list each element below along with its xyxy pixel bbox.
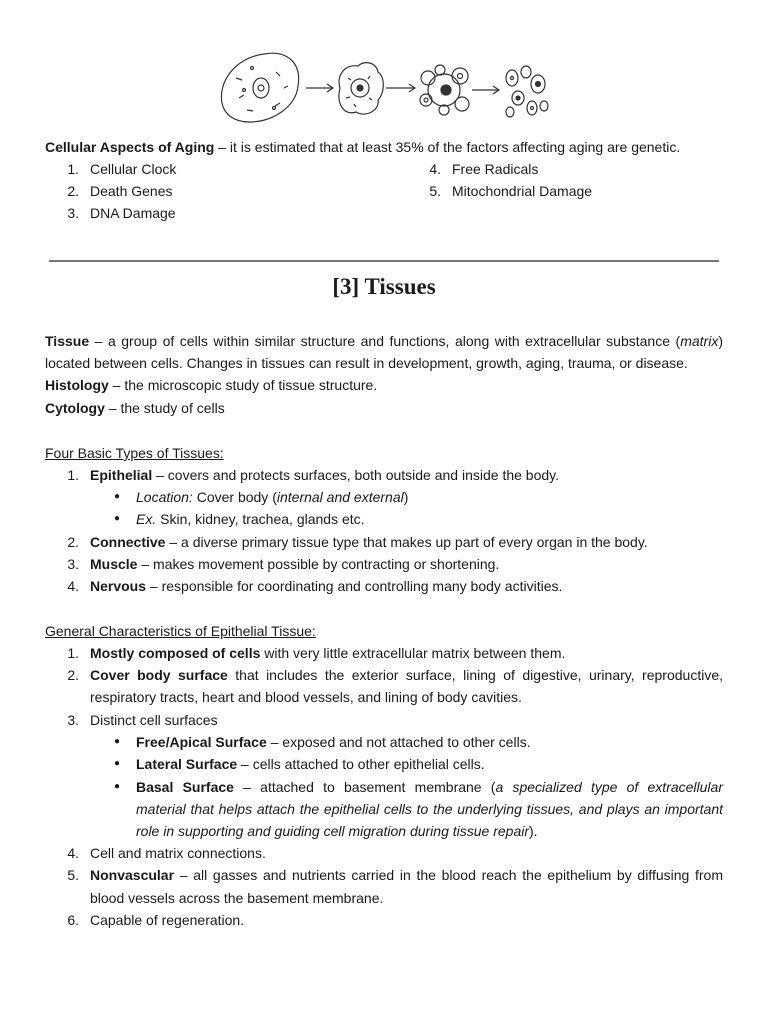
item-term: Mostly composed of cells <box>90 645 261 661</box>
cytology-definition <box>45 399 225 417</box>
bullet-icon: ● <box>114 736 121 747</box>
matrix-term: matrix <box>680 333 719 349</box>
list-item: Free Radicals <box>452 161 539 177</box>
histology-definition <box>45 376 377 394</box>
basal-surface-italic: material that helps attach the epithelial cells to the underlying tissues, and plays an important <box>136 801 723 817</box>
list-item-number: 1. <box>67 645 79 661</box>
tissue-desc-end: ) <box>718 333 723 349</box>
section-title: [3] Tissues <box>332 274 436 299</box>
nonvascular-desc: – all gasses and nutrients carried in the blood reach the epithelium by diffusing from <box>174 867 723 883</box>
tissue-definition-line1 <box>45 332 723 350</box>
list-item-number: 5. <box>67 867 79 883</box>
sub-list-item <box>136 733 531 751</box>
four-types-heading: Four Basic Types of Tissues: <box>45 445 224 461</box>
list-item-number: 4. <box>429 161 441 177</box>
list-item-number: 4. <box>67 845 79 861</box>
location-italic: internal and external <box>276 489 404 505</box>
nervous-desc: – responsible for coordinating and controlling many body activities. <box>146 578 563 594</box>
list-item <box>90 866 723 884</box>
list-item-number: 6. <box>67 912 79 928</box>
list-item-number: 2. <box>67 534 79 550</box>
list-item-number: 3. <box>67 712 79 728</box>
apical-surface-desc: – exposed and not attached to other cells. <box>266 734 531 750</box>
nonvascular-term: Nonvascular <box>90 867 175 883</box>
list-item: DNA Damage <box>90 205 176 221</box>
item-term: Cover body surface <box>90 667 228 683</box>
histology-term: Histology <box>45 377 109 393</box>
list-item-number: 4. <box>67 578 79 594</box>
sub-list-item <box>136 755 485 773</box>
tissue-term: Tissue <box>45 333 90 349</box>
sub-list-item-continuation <box>136 822 538 840</box>
histology-desc: – the microscopic study of tissue structure. <box>108 377 378 393</box>
cytology-desc: – the study of cells <box>104 400 225 416</box>
list-item: Cellular Clock <box>90 161 177 177</box>
list-item-number: 3. <box>67 556 79 572</box>
list-item-continuation: respiratory tracts, heart and blood vessels, and lining of body cavities. <box>90 689 522 705</box>
nervous-term: Nervous <box>90 578 147 594</box>
lateral-surface-term: Lateral Surface <box>136 756 238 772</box>
aging-desc: – it is estimated that at least 35% of the factors affecting aging are genetic. <box>214 139 681 155</box>
list-item: Mitochondrial Damage <box>452 183 593 199</box>
list-item-number: 1. <box>67 161 79 177</box>
basal-surface-end: ). <box>529 823 538 839</box>
list-item <box>90 533 648 551</box>
item-desc: that includes the exterior surface, lining of digestive, urinary, reproductive, <box>227 667 723 683</box>
sub-list-item <box>136 510 365 528</box>
cell-aging-illustration <box>214 48 554 130</box>
lateral-surface-desc: – cells attached to other epithelial cells. <box>237 756 485 772</box>
location-label: Location: <box>136 489 193 505</box>
sub-list-item <box>136 488 408 506</box>
sub-list-item-continuation <box>136 800 723 818</box>
basal-surface-desc: – attached to basement membrane ( <box>233 779 496 795</box>
list-item-number: 1. <box>67 467 79 483</box>
bullet-icon: ● <box>114 781 121 792</box>
example-text: Skin, kidney, trachea, glands etc. <box>156 511 365 527</box>
list-item <box>90 666 723 684</box>
aging-intro <box>45 138 680 156</box>
muscle-desc: – makes movement possible by contracting or shortening. <box>137 556 500 572</box>
connective-term: Connective <box>90 534 166 550</box>
list-item <box>90 577 562 595</box>
muscle-term: Muscle <box>90 556 138 572</box>
apical-surface-term: Free/Apical Surface <box>136 734 267 750</box>
section-divider <box>49 260 719 262</box>
epithelial-desc: – covers and protects surfaces, both outside and inside the body. <box>152 467 559 483</box>
connective-desc: – a diverse primary tissue type that makes up part of every organ in the body. <box>165 534 648 550</box>
bullet-icon: ● <box>114 491 121 502</box>
basal-surface-term: Basal Surface <box>136 779 234 795</box>
tissue-desc: – a group of cells within similar structure and functions, along with extracellular substance ( <box>89 333 681 349</box>
bullet-icon: ● <box>114 758 121 769</box>
epithelial-term: Epithelial <box>90 467 153 483</box>
basal-surface-italic: role in supporting and guiding cell migration during tissue repair <box>136 823 530 839</box>
list-item: Capable of regeneration. <box>90 912 245 928</box>
list-item-number: 2. <box>67 667 79 683</box>
location-text: Cover body ( <box>192 489 277 505</box>
list-item-continuation: blood vessels across the basement membrane. <box>90 890 384 906</box>
item-desc: with very little extracellular matrix between them. <box>260 645 566 661</box>
list-item <box>90 466 559 484</box>
list-item: Death Genes <box>90 183 173 199</box>
sub-list-item <box>136 778 723 796</box>
list-item: Distinct cell surfaces <box>90 712 218 728</box>
list-item-number: 3. <box>67 205 79 221</box>
list-item: Cell and matrix connections. <box>90 845 266 861</box>
location-end: ) <box>403 489 409 505</box>
bullet-icon: ● <box>114 513 121 524</box>
list-item <box>90 644 565 662</box>
list-item-number: 5. <box>429 183 441 199</box>
epithelial-chars-heading: General Characteristics of Epithelial Tissue: <box>45 623 316 639</box>
list-item-number: 2. <box>67 183 79 199</box>
tissue-definition-line2: located between cells. Changes in tissues can result in development, growth, aging, trauma, or disease. <box>45 355 688 371</box>
list-item <box>90 555 499 573</box>
aging-title: Cellular Aspects of Aging <box>45 139 215 155</box>
cytology-term: Cytology <box>45 400 105 416</box>
basal-surface-italic: a specialized type of extracellular <box>495 779 723 795</box>
example-label: Ex. <box>136 511 157 527</box>
